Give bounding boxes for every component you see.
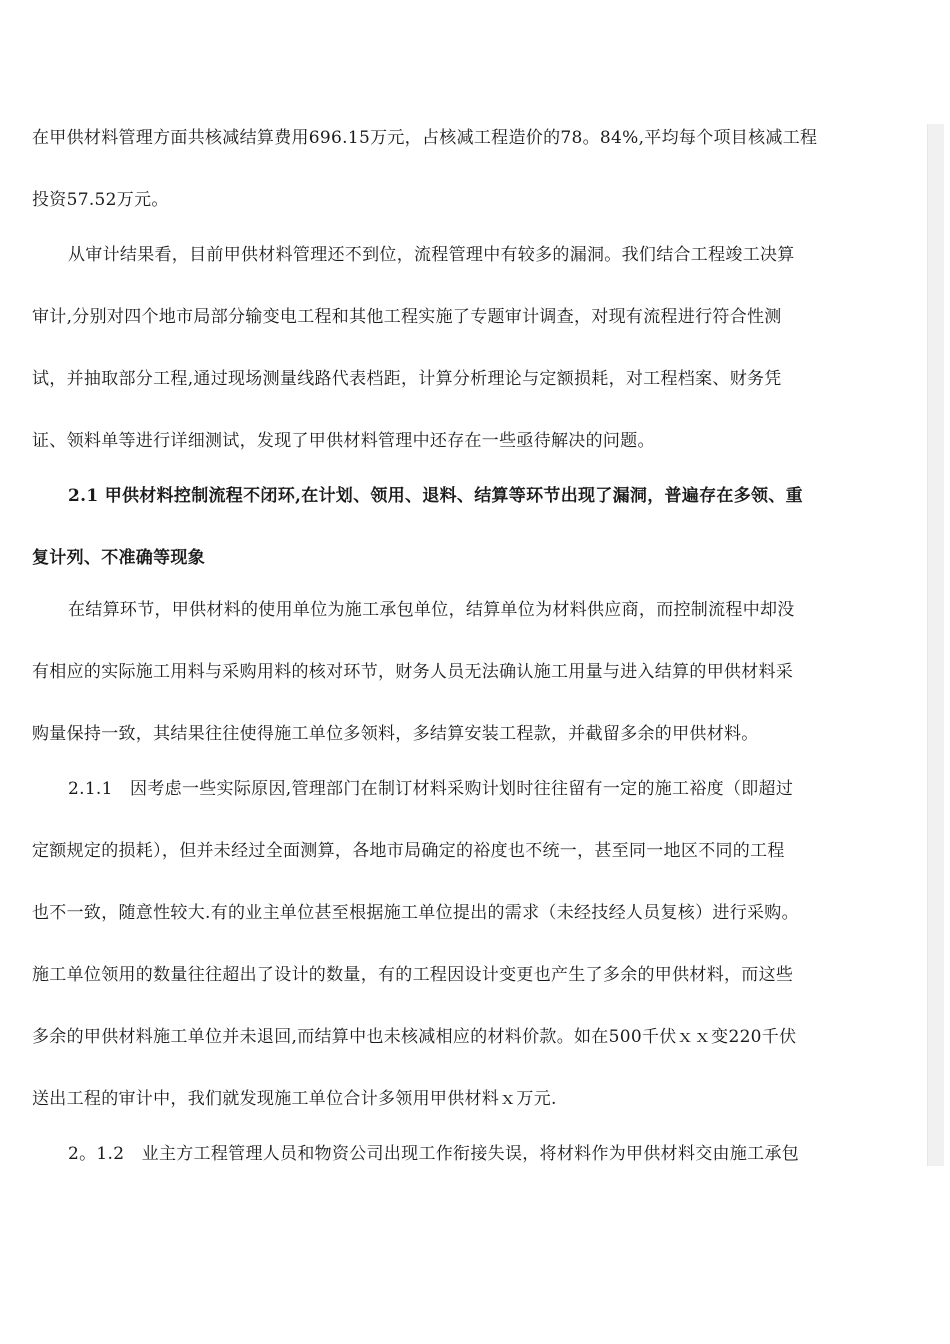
text-line: 投资57.52万元。 (32, 190, 169, 210)
section-heading: 2.1 甲供材料控制流程不闭环,在计划、领用、退料、结算等环节出现了漏洞，普遍存在多领、重 (68, 486, 803, 506)
text-line: 在结算环节，甲供材料的使用单位为施工承包单位，结算单位为材料供应商，而控制流程中却没 (68, 600, 795, 620)
text-line: 施工单位领用的数量往往超出了设计的数量，有的工程因设计变更也产生了多余的甲供材料，而这些 (32, 965, 794, 985)
text-line: 审计,分别对四个地市局部分输变电工程和其他工程实施了专题审计调查，对现有流程进行符合性测 (32, 307, 782, 327)
text-line: 试，并抽取部分工程,通过现场测量线路代表档距，计算分析理论与定额损耗，对工程档案、财务凭 (32, 369, 782, 389)
text-line: 在甲供材料管理方面共核减结算费用696.15万元，占核减工程造价的78。84%,平均每个项目核减工程 (32, 128, 818, 148)
text-line: 有相应的实际施工用料与采购用料的核对环节，财务人员无法确认施工用量与进入结算的甲供材料采 (32, 662, 794, 682)
scrollbar[interactable] (927, 124, 944, 1166)
text-line: 多余的甲供材料施工单位并未退回,而结算中也未核减相应的材料价款。如在500千伏ｘｘ变220千伏 (32, 1027, 797, 1047)
text-line: 证、领料单等进行详细测试，发现了甲供材料管理中还存在一些亟待解决的问题。 (32, 431, 655, 451)
text-line: 送出工程的审计中，我们就发现施工单位合计多领用甲供材料ｘ万元. (32, 1089, 557, 1109)
text-line: 定额规定的损耗），但并未经过全面测算，各地市局确定的裕度也不统一，甚至同一地区不同的工程 (32, 841, 785, 861)
section-heading: 复计列、不准确等现象 (32, 548, 205, 568)
text-line: 购量保持一致，其结果往往使得施工单位多领料，多结算安装工程款，并截留多余的甲供材料。 (32, 724, 759, 744)
text-line: 也不一致，随意性较大.有的业主单位甚至根据施工单位提出的需求（未经技经人员复核）进行采购。 (32, 903, 799, 923)
text-line: 从审计结果看，目前甲供材料管理还不到位，流程管理中有较多的漏洞。我们结合工程竣工决算 (68, 245, 795, 265)
text-line: 2.1.1 因考虑一些实际原因,管理部门在制订材料采购计划时往往留有一定的施工裕度（即超过 (68, 779, 794, 799)
text-line: 2。1.2 业主方工程管理人员和物资公司出现工作衔接失误，将材料作为甲供材料交由施工承包 (68, 1144, 800, 1164)
